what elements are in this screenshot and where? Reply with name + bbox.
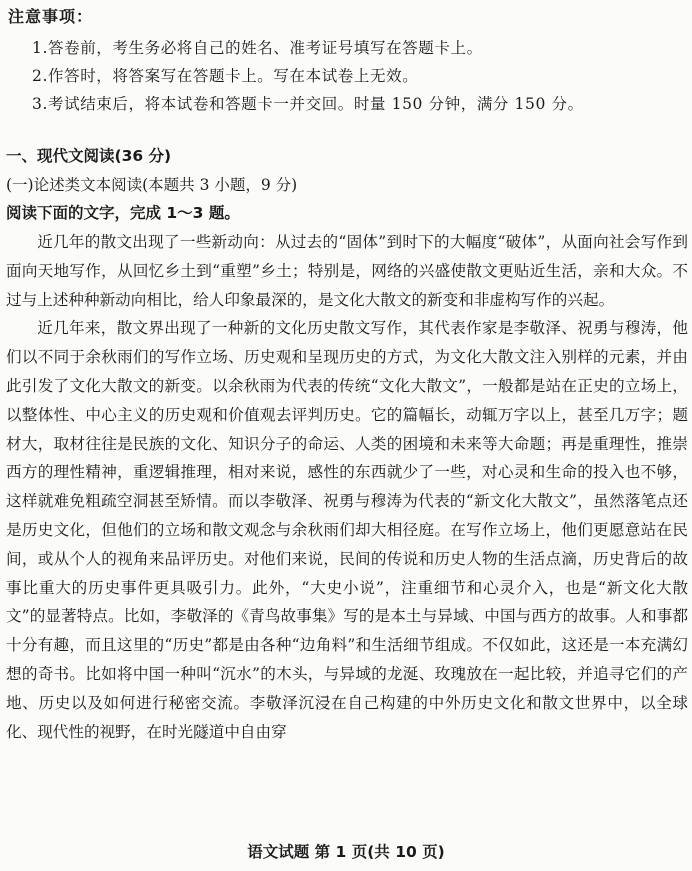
passage-paragraph: 近几年的散文出现了一些新动向：从过去的“固体”到时下的大幅度“破体”，从面向社会写作到面向天地写作，从回忆乡土到“重塑”乡土；特别是，网络的兴盛使散文更贴近生活，亲和大众。不过与上述种种新动向相比，给人印象最深的，是文化大散文的新变和非虚构写作的兴起。 xyxy=(6,233,688,309)
section-subheading: (一)论述类文本阅读(本题共 3 小题，9 分) xyxy=(6,176,298,194)
passage-paragraph: 近几年来，散文界出现了一种新的文化历史散文写作，其代表作家是李敬泽、祝勇与穆涛，他们以不同于余秋雨们的写作立场、历史观和呈现历史的方式，为文化大散文注入别样的元素，并由此引发了文化大散文的新变。以余秋雨为代表的传统“文化大散文”，一般都是站在正史的立场上，以整体性、中心主义的历史观和价值观去评判历史。它的篇幅长，动辄万字以上，甚至几万字；题材大，取材往往是民族的文化、知识分子的命运、人类的困境和未来等大命题；再是重理性，推崇西方的理性精神，重逻辑推理，相对来说，感性的东西就少了一些，对心灵和生命的投入也不够，这样就难免粗疏空洞甚至矫情。而以李敬泽、祝勇与穆涛为代表的“新文化大散文”，虽然落笔点还是历史文化，但他们的立场和散文观念与余秋雨们却大相径庭。在写作立场上，他们更愿意站在民间，或从个人的视角来品评历史。对他们来说，民间的传说和历史人物的生活点滴，历史背后的故事比重大的历史事件更具吸引力。此外，“大史小说”，注重细节和心灵介入，也是“新文化大散文”的显著特点。比如，李敬泽的《青鸟故事集》写的是本土与异域、中国与西方的故事。人和事都十分有趣，而且这里的“历史”都是由各种“边角料”和生活细节组成。不仅如此，这还是一本充满幻想的奇书。比如将中国一种叫“沉水”的木头，与异域的龙涎、玫瑰放在一起比较，并追寻它们的产地、历史以及如何进行秘密交流。李敬泽沉浸在自己构建的中外历史文化和散文世界中，以全球化、现代性的视野，在时光隧道中自由穿 xyxy=(6,319,688,741)
page-footer: 语文试题 第 1 页(共 10 页) xyxy=(247,843,445,861)
notice-item-3: 3.考试结束后，将本试卷和答题卡一并交回。时量 150 分钟，满分 150 分。 xyxy=(32,95,584,113)
section-heading: 一、现代文阅读(36 分) xyxy=(6,147,172,165)
notice-item-1: 1.答卷前，考生务必将自己的姓名、准考证号填写在答题卡上。 xyxy=(32,39,483,57)
reading-instruction: 阅读下面的文字，完成 1～3 题。 xyxy=(6,204,240,222)
passage-body xyxy=(6,228,688,746)
notice-title: 注意事项： xyxy=(8,7,94,26)
notice-item-2: 2.作答时，将答案写在答题卡上。写在本试卷上无效。 xyxy=(32,67,419,85)
